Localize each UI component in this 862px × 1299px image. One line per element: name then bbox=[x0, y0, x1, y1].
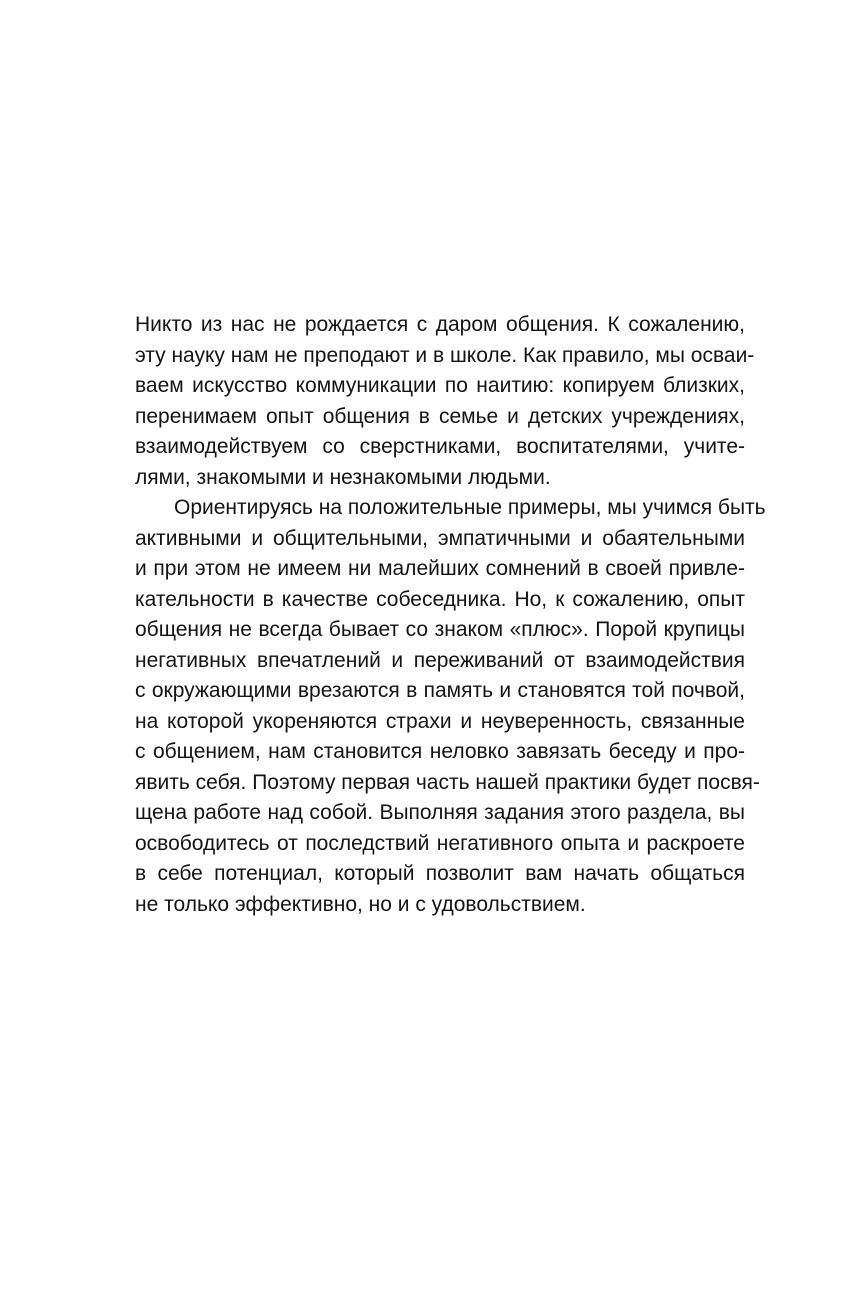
text-line: эту науку нам не преподают и в школе. Как правило, мы осваи- bbox=[135, 343, 755, 367]
text-line: с общением, нам становится неловко завязать беседу и про- bbox=[135, 740, 745, 763]
paragraph-2 bbox=[135, 493, 766, 920]
text-line: ваем искусство коммуникации по наитию: копируем близких, bbox=[135, 374, 745, 397]
text-line: Никто из нас не рождается с даром общения. К сожалению, bbox=[135, 313, 745, 336]
text-line: на которой укореняются страхи и неуверенность, связанные bbox=[135, 709, 745, 733]
text-line: общения не всегда бывает со знаком «плюс». Порой крупицы bbox=[135, 618, 745, 641]
text-line: Ориентируясь на положительные примеры, мы учимся быть bbox=[174, 496, 766, 519]
text-line: явить себя. Поэтому первая часть нашей практики будет посвя- bbox=[135, 770, 760, 794]
text-line: лями, знакомыми и незнакомыми людьми. bbox=[135, 465, 551, 489]
text-line: кательности в качестве собеседника. Но, к сожалению, опыт bbox=[135, 587, 745, 611]
body-text bbox=[135, 310, 766, 920]
text-line: взаимодействуем со сверстниками, воспитателями, учите- bbox=[135, 435, 745, 458]
paragraph-1 bbox=[135, 310, 755, 493]
text-line: с окружающими врезаются в память и становятся той почвой, bbox=[135, 679, 745, 702]
text-line: в себе потенциал, который позволит вам начать общаться bbox=[135, 862, 745, 885]
text-line: щена работе над собой. Выполняя задания этого раздела, вы bbox=[135, 801, 745, 824]
text-line: негативных впечатлений и переживаний от взаимодействия bbox=[135, 648, 745, 672]
text-line: перенимаем опыт общения в семье и детских учреждениях, bbox=[135, 404, 745, 428]
text-line: освободитесь от последствий негативного опыта и раскроете bbox=[135, 831, 745, 855]
text-line: не только эффективно, но и с удовольствием. bbox=[135, 892, 586, 916]
text-line: и при этом не имеем ни малейших сомнений в своей привле- bbox=[135, 557, 745, 580]
text-line: активными и общительными, эмпатичными и обаятельными bbox=[135, 526, 745, 550]
